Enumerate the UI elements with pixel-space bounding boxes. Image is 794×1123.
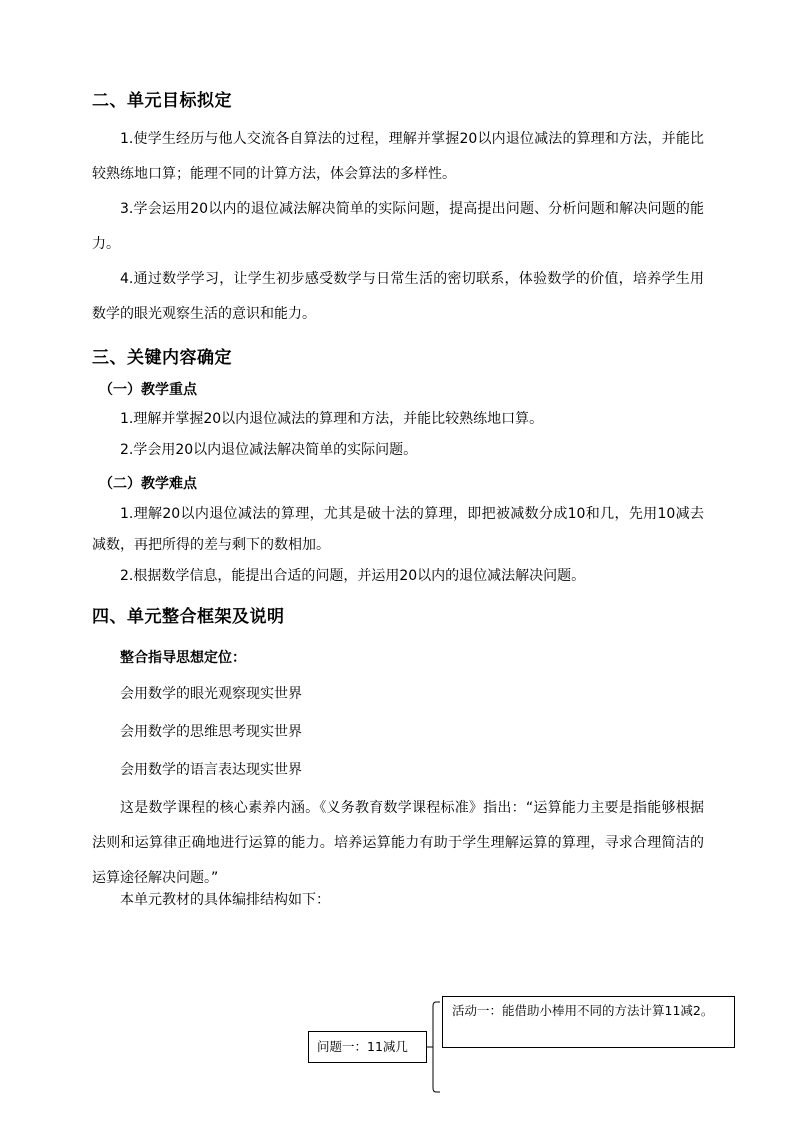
guide-line-3: 会用数学的语言表达现实世界 <box>120 762 302 778</box>
goal-paragraph-4: 4.通过数学学习，让学生初步感受数学与日常生活的密切联系，体验数学的价值，培养学生用数学的眼光观察生活的意识和能力。 <box>92 271 704 322</box>
goal-paragraph-3: 3.学会运用20以内的退位减法解决简单的实际问题，提高提出问题、分析问题和解决问题的能力。 <box>92 201 704 252</box>
section-heading-key-content: 三、关键内容确定 <box>92 348 232 368</box>
focus-item-2: 2.学会用20以内退位减法解决简单的实际问题。 <box>120 442 418 458</box>
activity-one-box: 活动一：能借助小棒用不同的方法计算11减2。 <box>442 996 735 1048</box>
subheading-teaching-focus: （一）教学重点 <box>99 382 197 398</box>
guide-line-1: 会用数学的眼光观察现实世界 <box>120 686 302 702</box>
core-literacy-paragraph: 这是数学课程的核心素养内涵。《义务教育数学课程标准》指出：“运算能力主要是指能够根据法则和运算律正确地进行运算的能力。培养运算能力有助于学生理解运算的算理，寻求合理简洁的运算途径解决问题。” <box>92 800 704 886</box>
problem-one-box: 问题一：11减几 <box>308 1031 427 1063</box>
section-heading-integration-framework: 四、单元整合框架及说明 <box>92 607 285 627</box>
focus-item-1: 1.理解并掌握20以内退位减法的算理和方法，并能比较熟练地口算。 <box>120 411 544 427</box>
goal-paragraph-1: 1.使学生经历与他人交流各自算法的过程，理解并掌握20以内退位减法的算理和方法，并能比较熟练地口算；能理不同的计算方法，体会算法的多样性。 <box>92 131 704 182</box>
subheading-teaching-difficulty: （二）教学难点 <box>99 476 197 492</box>
guide-line-2: 会用数学的思维思考现实世界 <box>120 724 302 740</box>
difficulty-item-2: 2.根据数学信息，能提出合适的问题，并运用20以内的退位减法解决问题。 <box>120 568 586 584</box>
guide-title: 整合指导思想定位： <box>120 650 246 666</box>
section-heading-unit-goals: 二、单元目标拟定 <box>92 91 232 111</box>
structure-intro: 本单元教材的具体编排结构如下： <box>120 892 330 908</box>
difficulty-item-1: 1.理解20以内退位减法的算理，尤其是破十法的算理，即把被减数分成10和几，先用10减去减数，再把所得的差与剩下的数相加。 <box>92 506 704 553</box>
